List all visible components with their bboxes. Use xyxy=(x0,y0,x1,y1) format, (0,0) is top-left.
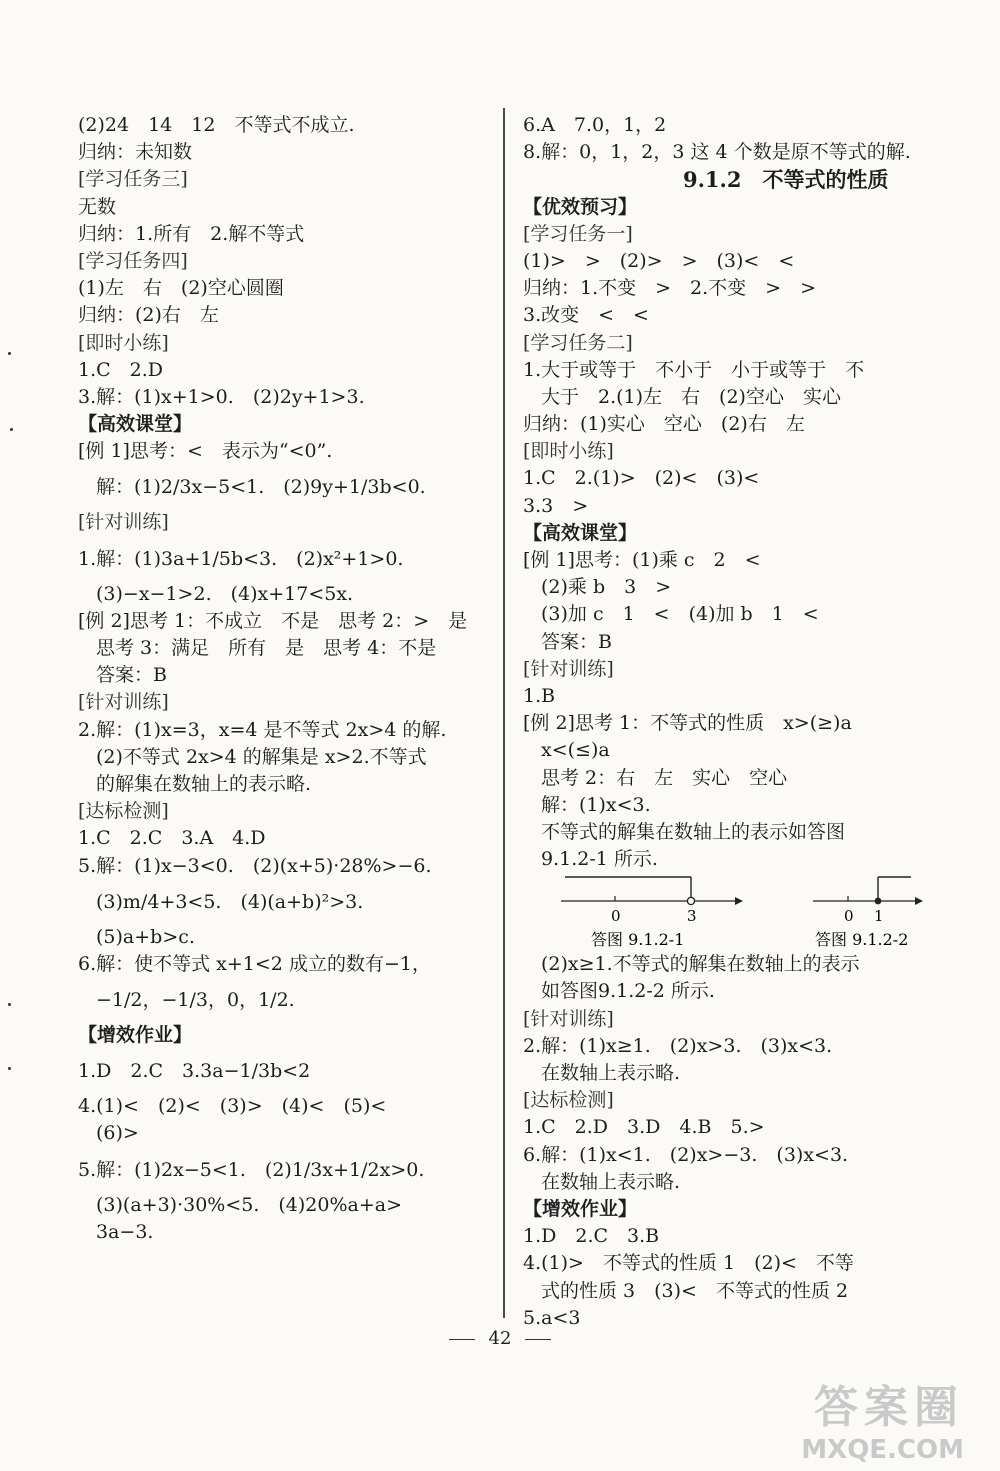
answer-line: [学习任务三] xyxy=(78,168,188,191)
figure-caption: 答图 9.1.2-1 xyxy=(591,930,685,950)
section-title: 9.1.2 不等式的性质 xyxy=(683,167,889,193)
answer-line: 无数 xyxy=(78,195,117,218)
answer-line: 大于 2.(1)左 右 (2)空心 实心 xyxy=(541,385,841,408)
answer-line: [针对训练] xyxy=(523,1007,614,1030)
answer-line: 1.D 2.C 3.3a−1/3b<2 xyxy=(78,1060,311,1083)
answer-line: (5)a+b>c. xyxy=(96,925,195,948)
margin-mark xyxy=(10,428,13,431)
page-number: 42 xyxy=(0,1328,1000,1349)
number-line-figure-1 xyxy=(561,877,743,949)
tick-label: 0 xyxy=(844,907,854,926)
answer-line: [例 1]思考：< 表示为“<0”. xyxy=(78,440,333,463)
watermark-logo: 答案圈 xyxy=(814,1382,964,1433)
answer-line: 思考 2：右 左 实心 空心 xyxy=(541,766,788,789)
section-heading: 【增效作业】 xyxy=(523,1197,638,1220)
answer-line: [达标检测] xyxy=(523,1089,614,1112)
answer-line: x<(≤)a xyxy=(541,739,610,762)
answer-line: 2.解：(1)x≥1. (2)x>3. (3)x<3. xyxy=(523,1034,833,1057)
answer-line: 1.C 2.D xyxy=(78,358,164,381)
answer-line: 归纳：(2)右 左 xyxy=(78,304,219,327)
answer-line: [即时小练] xyxy=(78,331,169,354)
answer-line: 1.C 2.(1)> (2)< (3)< xyxy=(523,467,760,490)
answer-line: [例 1]思考：(1)乘 c 2 < xyxy=(523,549,761,571)
answer-line: 1.D 2.C 3.B xyxy=(523,1225,660,1248)
answer-line: 在数轴上表示略. xyxy=(541,1170,681,1193)
answer-line: 解：(1)x<3. xyxy=(541,793,651,816)
answer-line: (6)> xyxy=(96,1122,139,1145)
answer-line: (2)24 14 12 不等式不成立. xyxy=(78,114,355,136)
answer-line: 9.1.2-1 所示. xyxy=(541,848,658,871)
answer-line: [针对训练] xyxy=(523,657,614,680)
answer-line: [针对训练] xyxy=(78,511,169,534)
answer-line: 1.大于或等于 不小于 小于或等于 不 xyxy=(523,358,865,381)
answer-line: [达标检测] xyxy=(78,800,169,823)
tick-label: 3 xyxy=(687,907,697,926)
answer-line: [即时小练] xyxy=(523,440,614,463)
answer-line: 6.A 7.0，1，2 xyxy=(523,114,667,136)
answer-line: (2)乘 b 3 > xyxy=(541,576,672,599)
answer-line: 答案：B xyxy=(541,630,612,653)
answer-line: (3)(a+3)·30%<5. (4)20%a+a> xyxy=(96,1193,403,1216)
answer-line: 思考 3：满足 所有 是 思考 4：不是 xyxy=(96,637,437,659)
answer-line: (1)左 右 (2)空心圆圈 xyxy=(78,277,284,300)
answer-line: [例 2]思考 1：不成立 不是 思考 2：> 是 xyxy=(78,609,468,632)
answer-line: 1.B xyxy=(523,684,556,707)
answer-line: 式的性质 3 (3)< 不等式的性质 2 xyxy=(541,1279,849,1302)
answer-line: 3.解：(1)x+1>0. (2)2y+1>3. xyxy=(78,385,365,408)
answer-line: 在数轴上表示略. xyxy=(541,1062,681,1084)
tick-label: 1 xyxy=(874,907,884,926)
answer-line: 6.解：使不等式 x+1<2 成立的数有−1， xyxy=(78,952,431,975)
answer-line: 答案：B xyxy=(96,664,167,687)
margin-mark xyxy=(8,1003,11,1006)
answer-line: 归纳：1.所有 2.解不等式 xyxy=(78,222,305,245)
answer-line: (3)−x−1>2. (4)x+17<5x. xyxy=(96,582,354,605)
answer-line: 如答图9.1.2-2 所示. xyxy=(541,980,715,1003)
answer-line: 5.解：(1)2x−5<1. (2)1/3x+1/2x>0. xyxy=(78,1158,425,1181)
answer-line: 1.解：(1)3a+1/5b<3. (2)x²+1>0. xyxy=(78,547,404,570)
answer-line: [针对训练] xyxy=(78,691,169,714)
answer-line: 3.3 > xyxy=(523,494,589,517)
answer-line: 归纳：(1)实心 空心 (2)右 左 xyxy=(523,413,805,436)
answer-line: 5.解：(1)x−3<0. (2)(x+5)·28%>−6. xyxy=(78,854,432,877)
answer-line: (3)m/4+3<5. (4)(a+b)²>3. xyxy=(96,890,364,913)
answer-line: 5.a<3 xyxy=(523,1306,581,1329)
answer-line: 2.解：(1)x=3，x=4 是不等式 2x>4 的解. xyxy=(78,718,447,741)
section-heading: 【高效课堂】 xyxy=(78,413,193,436)
watermark xyxy=(744,1371,964,1463)
number-line-figures xyxy=(523,873,943,951)
answer-line: (2)不等式 2x>4 的解集是 x>2.不等式 xyxy=(96,745,427,768)
answer-line: (2)x≥1.不等式的解集在数轴上的表示 xyxy=(541,953,860,976)
answer-line: 6.解：(1)x<1. (2)x>−3. (3)x<3. xyxy=(523,1143,849,1166)
number-line-figure-2 xyxy=(813,877,923,949)
margin-mark xyxy=(8,1067,11,1070)
section-heading: 【高效课堂】 xyxy=(523,521,638,544)
answer-line: (1)> > (2)> > (3)< < xyxy=(523,249,795,272)
answer-line: 归纳：1.不变 > 2.不变 > > xyxy=(523,277,817,300)
answer-line: 解：(1)2/3x−5<1. (2)9y+1/3b<0. xyxy=(96,476,426,499)
tick-label: 0 xyxy=(611,907,621,926)
answer-line: 的解集在数轴上的表示略. xyxy=(96,772,312,795)
answer-line: [例 2]思考 1：不等式的性质 x>(≥)a xyxy=(523,712,852,735)
left-column xyxy=(78,112,488,1246)
answer-line: 1.C 2.C 3.A 4.D xyxy=(78,827,266,850)
answer-line: 8.解：0，1，2，3 这 4 个数是原不等式的解. xyxy=(523,141,911,164)
answer-line: (3)加 c 1 < (4)加 b 1 < xyxy=(541,603,819,626)
watermark-url: MXQE.COM xyxy=(801,1435,964,1465)
answer-line: [学习任务二] xyxy=(523,331,633,354)
answer-line: [学习任务一] xyxy=(523,222,633,245)
margin-mark xyxy=(8,352,11,355)
answer-line: [学习任务四] xyxy=(78,249,188,272)
section-heading: 【增效作业】 xyxy=(78,1024,193,1047)
answer-line: 不等式的解集在数轴上的表示如答图 xyxy=(541,820,846,843)
answer-line: 归纳：未知数 xyxy=(78,141,193,164)
answer-line: −1/2，−1/3，0，1/2. xyxy=(96,989,295,1012)
number-line-svg xyxy=(523,873,943,951)
answer-line: 4.(1)< (2)< (3)> (4)< (5)< xyxy=(78,1095,387,1118)
answer-line: 1.C 2.D 3.D 4.B 5.> xyxy=(523,1116,765,1139)
figure-caption: 答图 9.1.2-2 xyxy=(815,930,909,950)
right-column xyxy=(523,112,943,1332)
section-heading: 【优效预习】 xyxy=(523,195,638,218)
column-divider xyxy=(503,108,505,1318)
answer-line: 3.改变 < < xyxy=(523,304,649,327)
answer-line: 4.(1)> 不等式的性质 1 (2)< 不等 xyxy=(523,1252,854,1275)
answer-line: 3a−3. xyxy=(96,1220,154,1243)
